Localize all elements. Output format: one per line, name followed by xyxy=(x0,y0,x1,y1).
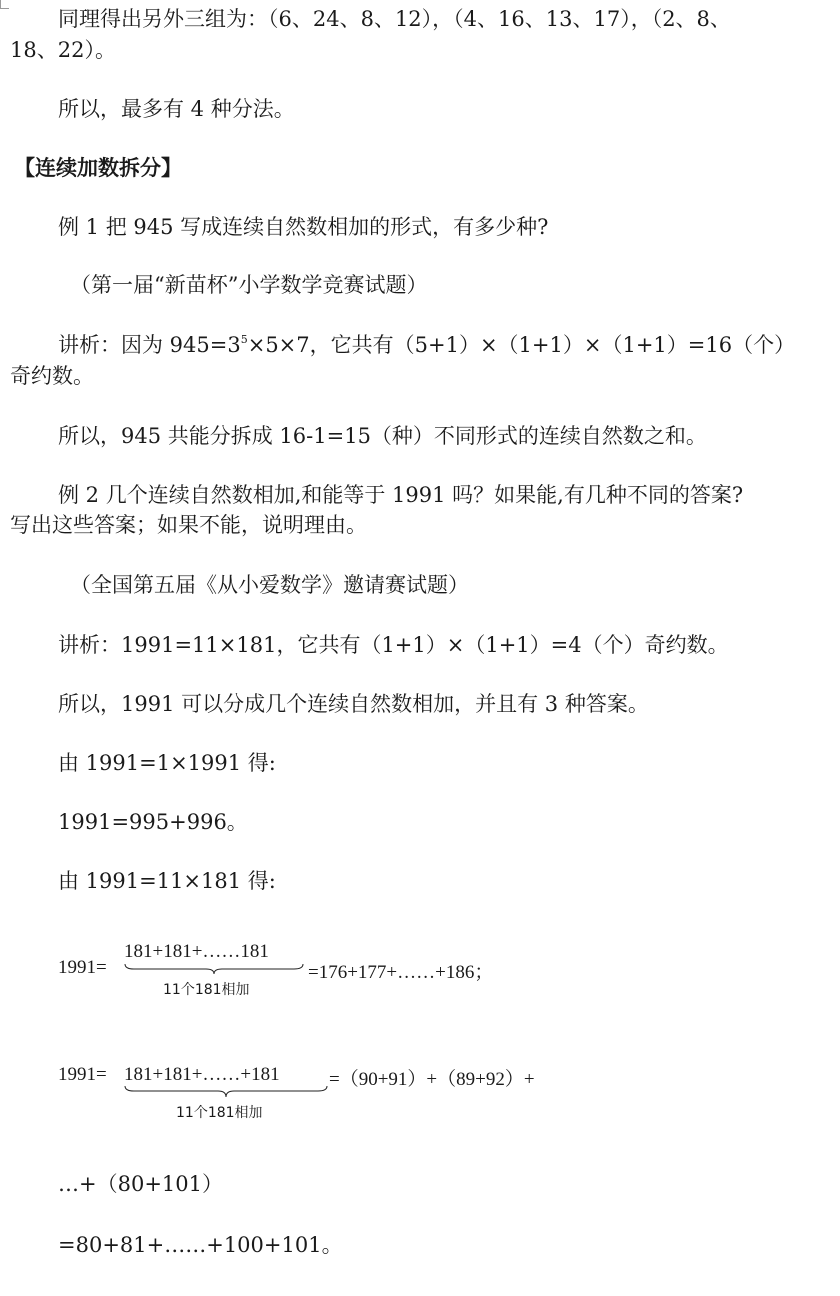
text-line: 奇约数。 xyxy=(10,364,94,388)
derivation-line: 由 1991=1×1991 得: xyxy=(58,751,276,775)
formula-1-top: 181+181+……181 xyxy=(124,941,269,962)
formula-1-brace xyxy=(124,962,304,976)
analysis-1 xyxy=(58,333,795,357)
formula-2-rhs: =（90+91）+（89+92）+ xyxy=(329,1069,535,1090)
equation-line: =80+81+……+100+101。 xyxy=(58,1233,343,1257)
formula-2-lhs: 1991= xyxy=(58,1064,107,1085)
analysis-1-text: 讲析：因为 945=3 xyxy=(58,333,241,357)
page-corner-mark xyxy=(0,0,9,9)
example-1-source: （第一届“新苗杯”小学数学竞赛试题） xyxy=(70,273,428,297)
analysis-2: 讲析：1991=11×181，它共有（1+1）×（1+1）=4（个）奇约数。 xyxy=(58,633,729,657)
formula-2-underbrace-label: 11个181相加 xyxy=(176,1105,263,1121)
conclusion-2: 所以，1991 可以分成几个连续自然数相加，并且有 3 种答案。 xyxy=(58,692,649,716)
section-heading: 【连续加数拆分】 xyxy=(14,156,182,180)
equation-line: …+（80+101） xyxy=(58,1172,223,1196)
derivation-line: 由 1991=11×181 得: xyxy=(58,869,276,893)
analysis-1-text: ×5×7，它共有（5+1）×（1+1）×（1+1）=16（个） xyxy=(247,333,796,357)
formula-1-lhs: 1991= xyxy=(58,957,107,978)
formula-2-top: 181+181+……+181 xyxy=(124,1064,280,1085)
example-2: 例 2 几个连续自然数相加,和能等于 1991 吗？如果能,有几种不同的答案? xyxy=(58,483,744,507)
exponent: 5 xyxy=(240,333,248,346)
text-line: 同理得出另外三组为：（6、24、8、12），（4、16、13、17），（2、8、 xyxy=(58,7,731,31)
text-line: 18、22）。 xyxy=(10,38,116,62)
text-line: 所以，最多有 4 种分法。 xyxy=(58,97,295,121)
example-1: 例 1 把 945 写成连续自然数相加的形式，有多少种? xyxy=(58,215,549,239)
conclusion-1: 所以，945 共能分拆成 16-1=15（种）不同形式的连续自然数之和。 xyxy=(58,424,707,448)
formula-1-underbrace-label: 11个181相加 xyxy=(163,982,250,998)
example-2-source: （全国第五届《从小爱数学》邀请赛试题） xyxy=(70,573,469,597)
formula-2-underbrace xyxy=(124,1085,328,1099)
text-line: 写出这些答案；如果不能，说明理由。 xyxy=(10,513,367,537)
formula-1-rhs: =176+177+……+186； xyxy=(308,962,494,983)
equation-line: 1991=995+996。 xyxy=(58,810,248,834)
